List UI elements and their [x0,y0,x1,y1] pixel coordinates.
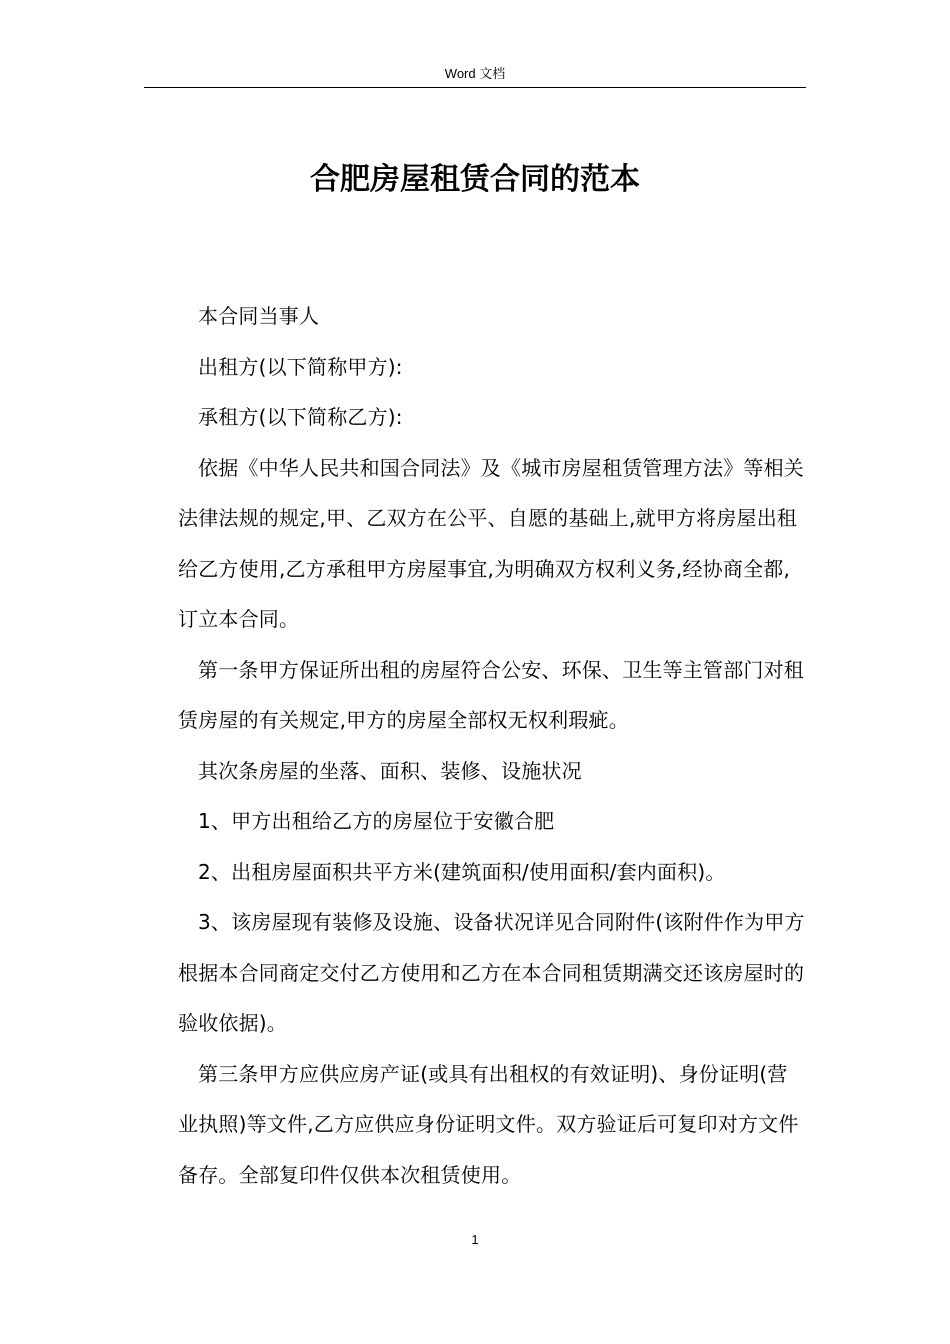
paragraph-article-3: 第三条甲方应供应房产证(或具有出租权的有效证明)、身份证明(营业执照)等文件,乙方应供应身份证明文件。双方验证后可复印对方文件备存。全部复印件仅供本次租赁使用。 [178,1061,799,1187]
paragraph-item-3: 3、该房屋现有装修及设施、设备状况详见合同附件(该附件作为甲方根据本合同商定交付乙方使用和乙方在本合同租赁期满交还该房屋时的验收依据)。 [178,910,805,1035]
paragraph-article-1: 第一条甲方保证所出租的房屋符合公安、环保、卫生等主管部门对租赁房屋的有关规定,甲方的房屋全部权无权利瑕疵。 [178,657,804,732]
document-body [178,291,806,1200]
document-title: 合肥房屋租赁合同的范本 [310,162,640,197]
header-divider [144,87,806,88]
paragraph-article-2: 其次条房屋的坐落、面积、装修、设施状况 [198,758,582,783]
paragraph-lessee: 承租方(以下简称乙方): [198,405,403,429]
paragraph-item-2: 2、出租房屋面积共平方米(建筑面积/使用面积/套内面积)。 [198,859,726,884]
page-number: 1 [471,1232,479,1247]
paragraph-parties: 本合同当事人 [198,304,320,328]
paragraph-lessor: 出租方(以下简称甲方): [198,354,403,379]
paragraph-basis: 依据《中华人民共和国合同法》及《城市房屋租赁管理方法》等相关法律法规的规定,甲、乙双方在公平、自愿的基础上,就甲方将房屋出租给乙方使用,乙方承租甲方房屋事宜,为明确双方权利义务,经协商全都,订立本合同。 [178,455,804,631]
page-header: Word 文档 [444,66,506,81]
paragraph-item-1: 1、甲方出租给乙方的房屋位于安徽合肥 [198,809,555,833]
